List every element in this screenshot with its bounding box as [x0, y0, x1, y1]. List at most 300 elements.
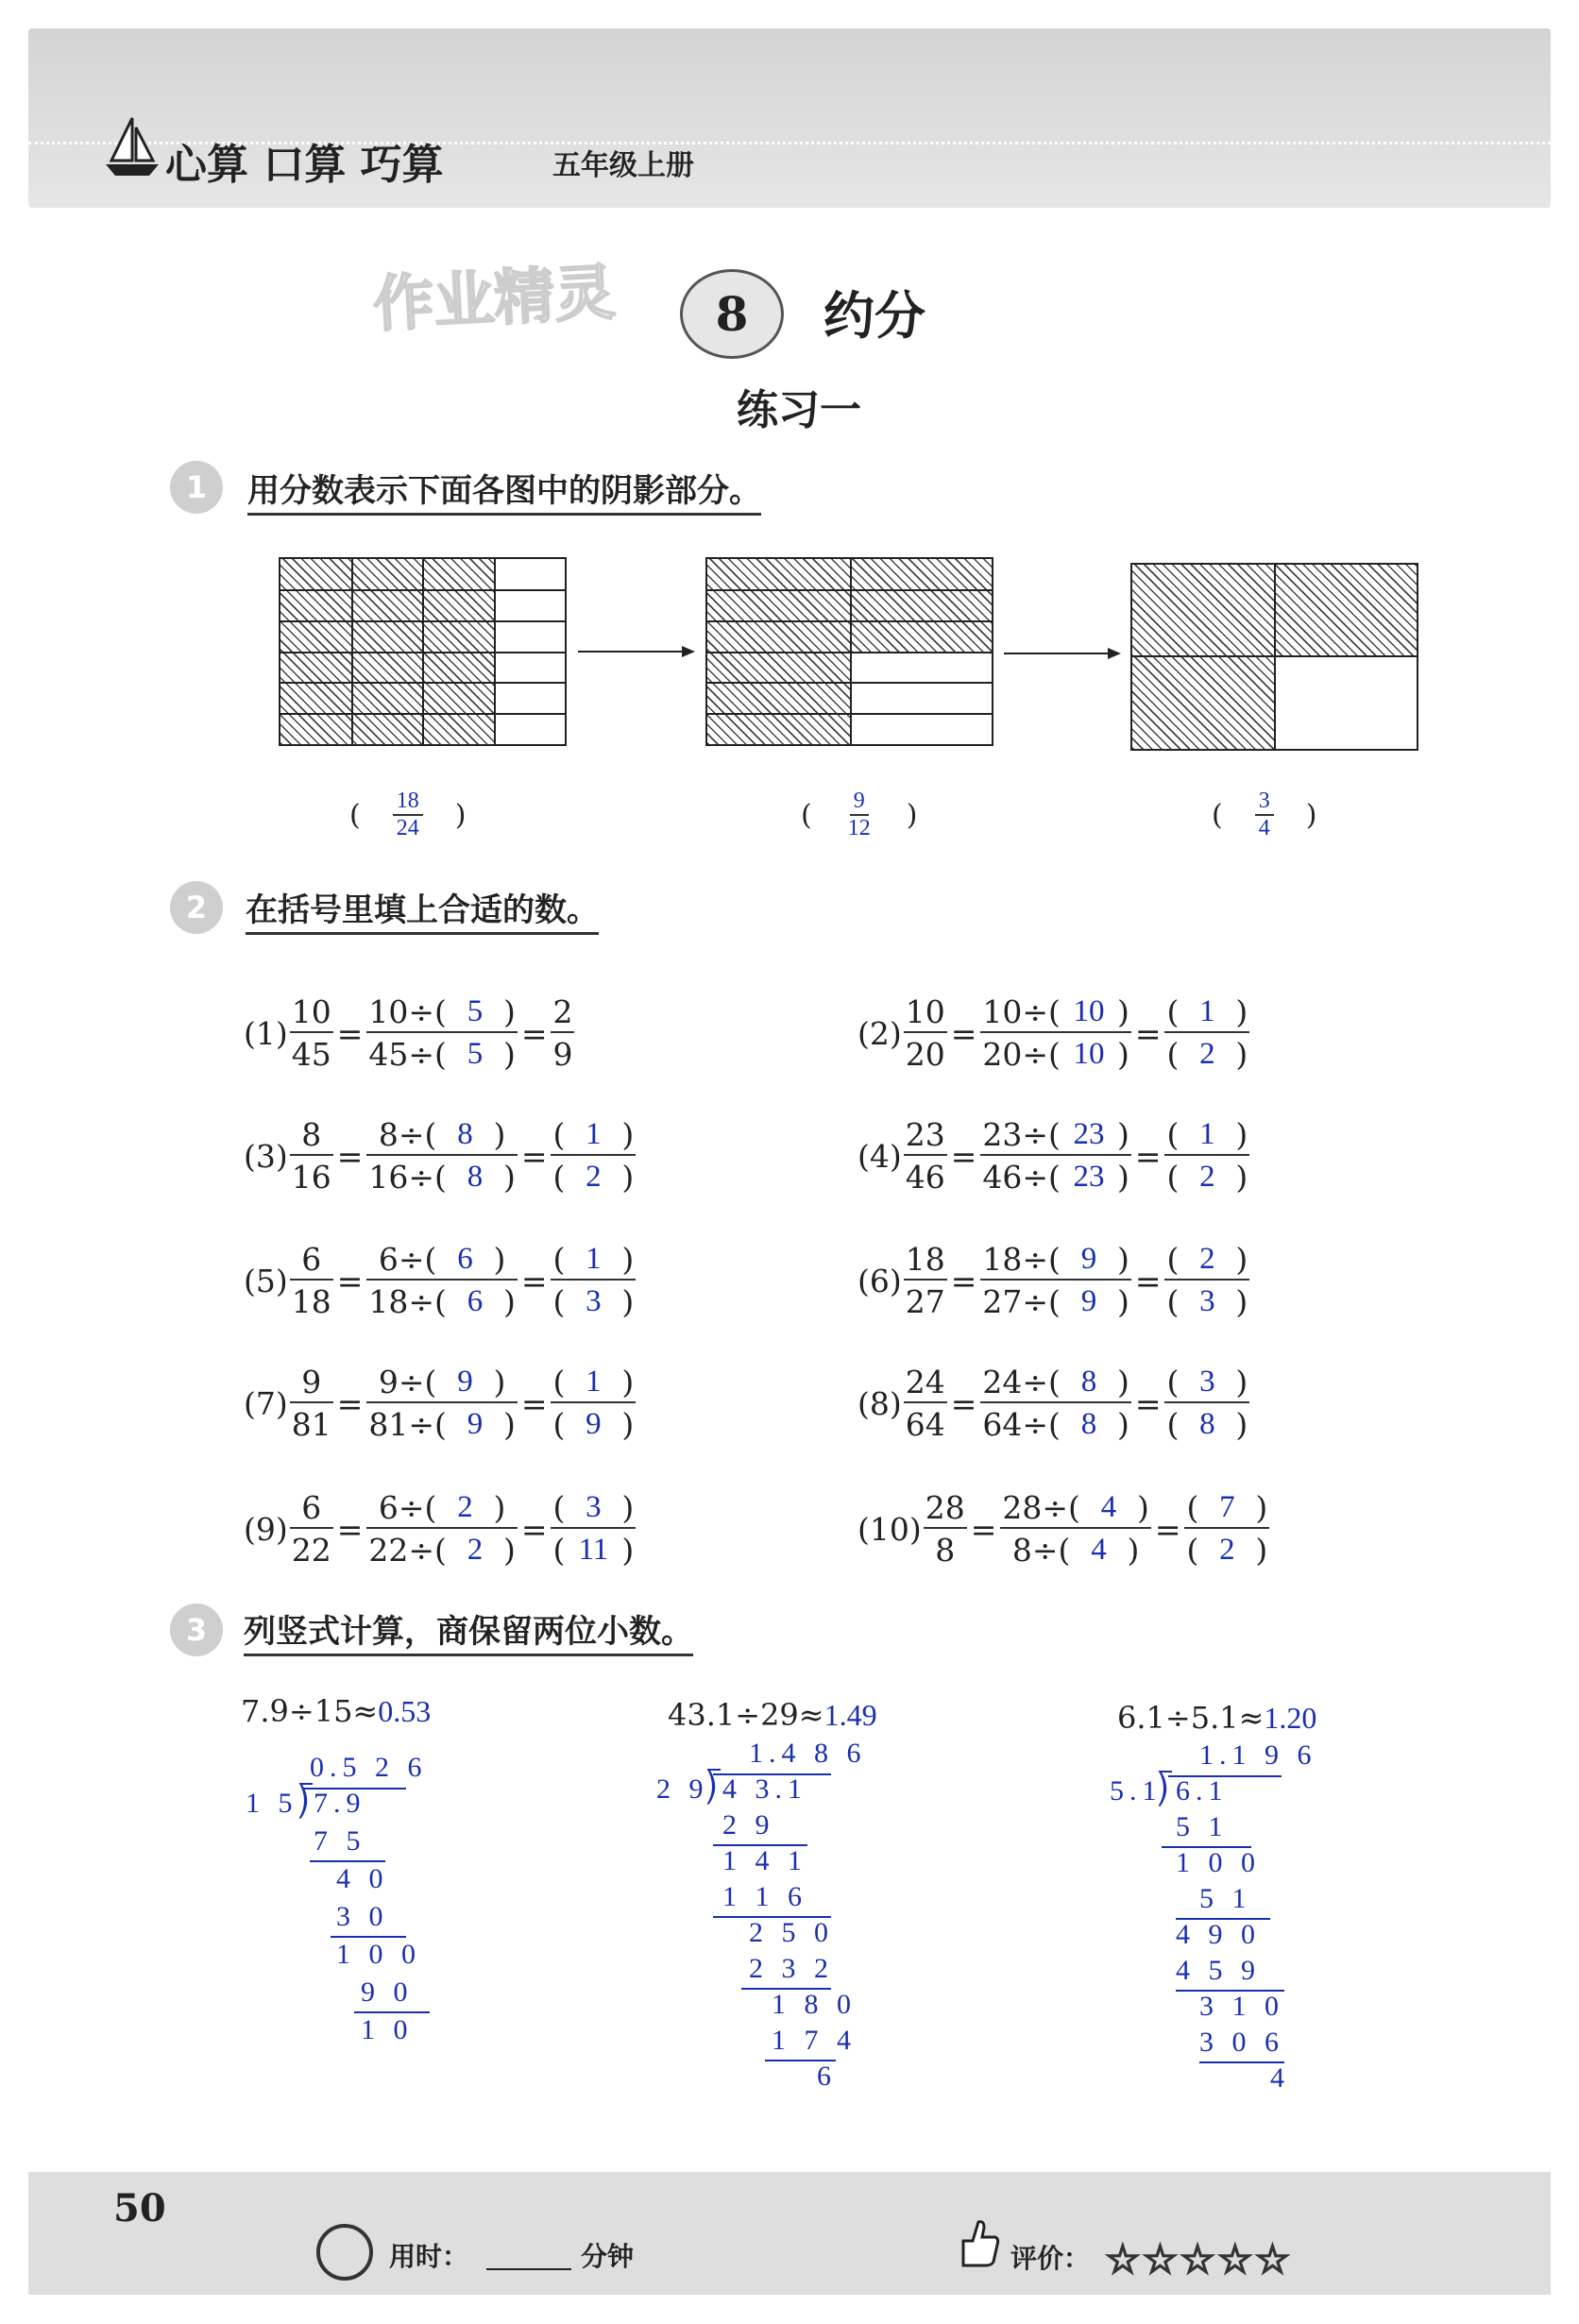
paren: ) [621, 1158, 635, 1196]
denominator: 18 [291, 1282, 331, 1320]
equals-sign: = [520, 1384, 548, 1422]
denominator-divide: 20÷( [982, 1035, 1061, 1073]
paren: ( [1186, 1488, 1199, 1526]
divisor-blank[interactable]: 8 [467, 1159, 484, 1194]
numerator: 10 [291, 992, 331, 1030]
item-index: (3) [244, 1137, 288, 1175]
numerator-divide: 9÷( [378, 1363, 437, 1400]
paren: ) [1235, 1405, 1248, 1443]
divisor-blank[interactable]: 9 [467, 1406, 484, 1441]
paren: ) [493, 1115, 506, 1153]
paren: ) [1305, 798, 1317, 832]
original-fraction [904, 1114, 947, 1197]
divisor-blank[interactable]: 5 [467, 1036, 484, 1071]
denominator: 16 [291, 1158, 331, 1196]
item-index: (8) [857, 1384, 902, 1422]
divisor-blank[interactable]: 9 [1080, 1241, 1097, 1276]
quotient: 0.5 2 6 [310, 1752, 428, 1783]
paren: ) [1255, 1488, 1268, 1526]
numerator: 28 [925, 1488, 965, 1526]
paren: ( [552, 1363, 566, 1400]
paren: ) [1127, 1531, 1140, 1569]
step: 4 5 9 [1176, 1955, 1261, 1986]
division-fraction [366, 992, 517, 1075]
lesson-number: 8 [715, 286, 749, 342]
denominator: 64 [905, 1405, 945, 1443]
paren: ) [502, 1405, 516, 1443]
paren: ) [1235, 1158, 1248, 1196]
denominator-divide: 27÷( [982, 1282, 1061, 1320]
numerator-divide: 6÷( [378, 1240, 437, 1278]
result-denominator: 9 [552, 1035, 573, 1073]
paren: ( [552, 1531, 566, 1569]
result-numerator[interactable]: 1 [586, 1364, 602, 1399]
paren: ( [552, 1282, 566, 1320]
result-fraction [551, 1239, 636, 1322]
divisor-blank[interactable]: 6 [457, 1241, 473, 1276]
equals-sign: = [1134, 1014, 1162, 1052]
result-fraction [551, 1114, 636, 1197]
step: 1 1 6 [722, 1881, 807, 1912]
paren: ) [1116, 1035, 1129, 1073]
paren: ) [454, 798, 467, 832]
result-fraction [1184, 1487, 1269, 1570]
expression: 43.1÷29≈ [668, 1697, 824, 1733]
divisor-blank[interactable]: 23 [1073, 1116, 1105, 1151]
watermark: 作业精灵 [371, 258, 618, 341]
paren: ( [1166, 1363, 1180, 1400]
fraction [393, 789, 423, 841]
numerator: 8 [301, 1115, 322, 1153]
denominator-divide: 81÷( [368, 1405, 447, 1443]
equals-sign: = [336, 1014, 364, 1052]
divisor-blank[interactable]: 23 [1073, 1159, 1105, 1194]
paren: ) [1116, 1405, 1129, 1443]
denominator: 12 [847, 816, 871, 840]
question-1-text: 用分数表示下面各图中的阴影部分。 [247, 465, 761, 516]
divisor-blank[interactable]: 8 [457, 1116, 473, 1151]
item-index: (6) [857, 1262, 902, 1299]
equals-sign: = [520, 1262, 548, 1299]
grid-3 [1130, 563, 1418, 751]
result-denominator[interactable]: 11 [578, 1532, 609, 1567]
denominator-divide: 46÷( [982, 1158, 1061, 1196]
numerator: 18 [905, 1240, 945, 1278]
paren: ) [1235, 992, 1248, 1030]
sailboat-icon [104, 113, 161, 179]
step: 1 7 4 [772, 2025, 857, 2056]
paren: ) [1116, 1282, 1129, 1320]
step: 4 0 [336, 1863, 389, 1894]
fraction [1255, 789, 1274, 841]
dividend: 6.1 [1176, 1775, 1229, 1807]
paren: ) [621, 1488, 635, 1526]
step-rule [310, 1860, 385, 1862]
equals-sign: = [336, 1510, 364, 1548]
item-index: (7) [244, 1384, 288, 1422]
numerator: 6 [301, 1488, 322, 1526]
paren: ) [1136, 1488, 1149, 1526]
step: 7 5 [314, 1825, 366, 1857]
equals-sign: = [1134, 1137, 1162, 1175]
original-fraction [290, 1114, 333, 1197]
divisor-blank[interactable]: 10 [1073, 993, 1105, 1028]
long-division-2 [656, 1738, 867, 2096]
step: 2 9 [722, 1809, 775, 1841]
numerator-divide: 18÷( [982, 1240, 1061, 1278]
numerator-divide: 24÷( [982, 1363, 1061, 1400]
result-denominator[interactable]: 3 [1199, 1283, 1215, 1318]
step: 4 [1270, 2062, 1290, 2094]
result-denominator[interactable]: 8 [1199, 1406, 1215, 1441]
original-fraction [290, 1487, 333, 1570]
division-fraction [366, 1114, 517, 1197]
result-denominator[interactable]: 2 [1199, 1159, 1215, 1194]
numerator: 6 [301, 1240, 322, 1278]
equals-sign: = [1134, 1384, 1162, 1422]
equals-sign: = [950, 1384, 977, 1422]
step: 1 0 0 [1176, 1847, 1261, 1878]
quotient: 1.4 8 6 [749, 1738, 867, 1769]
step: 3 1 0 [1199, 1991, 1284, 2022]
denominator: 81 [291, 1405, 331, 1443]
equals-sign: = [1134, 1262, 1162, 1299]
denominator-divide: 45÷( [368, 1035, 447, 1073]
dividend: 7.9 [314, 1788, 366, 1819]
equals-sign: = [950, 1137, 977, 1175]
divisor-blank[interactable]: 9 [457, 1364, 473, 1399]
divisor-blank[interactable]: 2 [467, 1532, 484, 1567]
result-numerator[interactable]: 7 [1219, 1489, 1235, 1524]
result-numerator: 2 [552, 992, 573, 1030]
page-number: 50 [113, 2186, 166, 2231]
divisor-blank[interactable]: 4 [1100, 1489, 1117, 1524]
grade-label: 五年级上册 [552, 149, 694, 182]
paren: ) [1116, 1158, 1129, 1196]
divisor-blank[interactable]: 8 [1080, 1406, 1097, 1441]
numerator: 24 [905, 1363, 945, 1400]
paren: ) [621, 1531, 635, 1569]
paren: ) [621, 1363, 635, 1400]
result-fraction [1164, 1239, 1249, 1322]
paren: ) [1235, 1035, 1248, 1073]
denominator: 8 [935, 1531, 956, 1569]
long-division-3 [1110, 1739, 1317, 2098]
arrow-icon [578, 642, 696, 661]
denominator-divide: 18÷( [368, 1282, 447, 1320]
fraction [844, 789, 874, 841]
numerator: 18 [393, 789, 423, 816]
paren: ( [1166, 1240, 1180, 1278]
result-numerator[interactable]: 2 [1199, 1241, 1215, 1276]
original-fraction [904, 1362, 947, 1445]
paren: ( [1166, 1035, 1180, 1073]
item-index: (2) [857, 1014, 902, 1052]
question-2-badge: 2 [170, 881, 223, 934]
result-numerator[interactable]: 1 [586, 1241, 602, 1276]
quotient-answer: 0.53 [378, 1694, 432, 1728]
divisor-blank[interactable]: 5 [467, 993, 484, 1028]
result-numerator[interactable]: 3 [586, 1489, 602, 1524]
item-index: (9) [244, 1510, 288, 1548]
item-index: (10) [857, 1510, 922, 1548]
step-rule [354, 2011, 430, 2013]
denominator: 4 [1258, 816, 1270, 840]
result-fraction [1164, 1362, 1249, 1445]
denominator-divide: 64÷( [982, 1405, 1061, 1443]
equals-sign: = [336, 1137, 364, 1175]
reduce-fraction-item [857, 1239, 1249, 1322]
reduce-fraction-item [244, 992, 574, 1075]
denominator: 46 [905, 1158, 945, 1196]
division-fraction [366, 1239, 517, 1322]
division-expression-1 [241, 1693, 431, 1729]
paren: ) [1235, 1363, 1248, 1400]
item-index: (5) [244, 1262, 288, 1299]
result-numerator[interactable]: 3 [1199, 1364, 1215, 1399]
paren: ) [621, 1282, 635, 1320]
result-denominator[interactable]: 2 [586, 1159, 602, 1194]
result-numerator[interactable]: 1 [1199, 993, 1215, 1028]
brand-title: 心算 口算 巧算 [165, 141, 444, 189]
reduce-fraction-item [857, 1487, 1269, 1570]
numerator-divide: 10÷( [368, 992, 447, 1030]
paren: ( [1166, 1405, 1180, 1443]
practice-title: 练习一 [737, 386, 861, 434]
result-denominator[interactable]: 3 [586, 1283, 602, 1318]
step: 3 0 6 [1199, 2027, 1284, 2058]
dividend: 4 3.1 [722, 1773, 807, 1805]
paren: ( [1166, 1282, 1180, 1320]
paren: ) [502, 1282, 516, 1320]
divisor: 5.1 [1110, 1775, 1163, 1807]
equals-sign: = [1154, 1510, 1181, 1548]
divisor-blank[interactable]: 6 [467, 1283, 484, 1318]
divisor: 1 5 [246, 1788, 298, 1819]
paren: ) [493, 1363, 506, 1400]
division-fraction [366, 1487, 517, 1570]
step-rule [331, 1936, 406, 1938]
paren: ) [1235, 1282, 1248, 1320]
paren: ( [552, 1488, 566, 1526]
thumbs-up-icon [954, 2214, 1001, 2271]
expression: 6.1÷5.1≈ [1117, 1700, 1265, 1736]
paren: ) [1255, 1531, 1268, 1569]
paren: ( [349, 798, 361, 832]
original-fraction [904, 992, 947, 1075]
question-2-text: 在括号里填上合适的数。 [246, 884, 599, 935]
division-fraction [980, 1362, 1130, 1445]
division-fraction [366, 1362, 517, 1445]
paren: ( [1166, 1115, 1180, 1153]
equals-sign: = [336, 1262, 364, 1299]
grid-1 [279, 557, 567, 746]
numerator: 23 [905, 1115, 945, 1153]
paren: ( [552, 1240, 566, 1278]
divisor-blank[interactable]: 10 [1073, 1036, 1105, 1071]
lesson-title: 约分 [823, 286, 925, 346]
denominator: 20 [905, 1035, 945, 1073]
paren: ) [1116, 1363, 1129, 1400]
paren: ( [552, 1115, 566, 1153]
result-fraction [551, 1362, 636, 1445]
quotient-answer: 1.20 [1264, 1701, 1317, 1735]
footer-bar [28, 2172, 1551, 2295]
equals-sign: = [950, 1014, 977, 1052]
step: 1 4 1 [722, 1845, 807, 1876]
quotient-answer: 1.49 [823, 1698, 877, 1732]
numerator-divide: 6÷( [378, 1488, 437, 1526]
denominator-divide: 16÷( [368, 1158, 447, 1196]
division-expression-2 [668, 1697, 877, 1733]
grid-2 [705, 557, 993, 746]
result-denominator[interactable]: 9 [586, 1406, 602, 1441]
original-fraction [904, 1239, 947, 1322]
step: 4 9 0 [1176, 1919, 1261, 1950]
step: 3 0 [336, 1901, 389, 1932]
numerator-divide: 23÷( [982, 1115, 1061, 1153]
original-fraction [290, 992, 333, 1075]
division-bracket: ⟌ [1157, 1771, 1173, 1813]
stopwatch-icon [316, 2224, 373, 2281]
paren: ) [906, 798, 918, 832]
denominator: 22 [291, 1531, 331, 1569]
paren: ( [1212, 798, 1223, 832]
paren: ( [801, 798, 812, 832]
divisor-blank[interactable]: 4 [1091, 1532, 1107, 1567]
step: 1 8 0 [772, 1989, 857, 2020]
time-unit: 分钟 [581, 2241, 635, 2272]
paren: ( [552, 1405, 566, 1443]
paren: ( [1166, 1158, 1180, 1196]
answer-3 [1212, 789, 1316, 841]
arrow-icon [1004, 644, 1122, 663]
result-fraction [1164, 992, 1249, 1075]
denominator-divide: 8÷( [1011, 1531, 1071, 1569]
division-expression-3 [1117, 1700, 1316, 1736]
step: 5 1 [1199, 1883, 1252, 1914]
numerator: 10 [905, 992, 945, 1030]
paren: ) [502, 1531, 516, 1569]
paren: ) [493, 1488, 506, 1526]
reduce-fraction-item [857, 992, 1249, 1075]
question-3-text: 列竖式计算，商保留两位小数。 [244, 1605, 693, 1656]
result-denominator[interactable]: 2 [1219, 1532, 1235, 1567]
step: 9 0 [361, 1976, 414, 2008]
division-bracket: ⟌ [297, 1783, 314, 1825]
division-fraction [980, 1239, 1130, 1322]
answer-1 [349, 789, 466, 841]
reduce-fraction-item [244, 1487, 636, 1570]
paren: ) [1116, 992, 1129, 1030]
paren: ) [1235, 1240, 1248, 1278]
equals-sign: = [950, 1262, 977, 1299]
reduce-fraction-item [244, 1114, 636, 1197]
rating-label: 评价： [1010, 2243, 1091, 2274]
paren: ) [1235, 1115, 1248, 1153]
numerator-divide: 8÷( [378, 1115, 437, 1153]
denominator-divide: 22÷( [368, 1531, 447, 1569]
division-fraction [980, 1114, 1130, 1197]
time-label: 用时： [389, 2241, 469, 2272]
equals-sign: = [520, 1014, 548, 1052]
item-index: (4) [857, 1137, 902, 1175]
item-index: (1) [244, 1014, 288, 1052]
paren: ( [552, 1158, 566, 1196]
lesson-number-badge [680, 269, 784, 359]
original-fraction [290, 1362, 333, 1445]
step: 6 [817, 2061, 837, 2092]
result-numerator[interactable]: 1 [1199, 1116, 1215, 1151]
paren: ) [621, 1240, 635, 1278]
numerator-divide: 10÷( [982, 992, 1061, 1030]
step: 1 0 [361, 2014, 414, 2045]
numerator: 3 [1255, 789, 1274, 816]
step: 1 0 0 [336, 1939, 421, 1970]
reduce-fraction-item [244, 1239, 636, 1322]
result-fraction [1164, 1114, 1249, 1197]
numerator: 9 [301, 1363, 322, 1400]
divisor-blank[interactable]: 9 [1080, 1283, 1097, 1318]
equals-sign: = [336, 1384, 364, 1422]
divisor: 2 9 [656, 1773, 709, 1805]
paren: ) [493, 1240, 506, 1278]
paren: ) [621, 1115, 635, 1153]
step: 2 5 0 [749, 1917, 834, 1948]
quotient: 1.1 9 6 [1199, 1739, 1317, 1771]
denominator: 27 [905, 1282, 945, 1320]
reduce-fraction-item [857, 1114, 1249, 1197]
equals-sign: = [520, 1510, 548, 1548]
paren: ) [502, 1035, 516, 1073]
paren: ) [1116, 1115, 1129, 1153]
denominator: 24 [396, 816, 419, 840]
result-fraction [551, 992, 574, 1075]
division-bracket: ⟌ [705, 1769, 722, 1811]
division-fraction [1000, 1487, 1150, 1570]
equals-sign: = [520, 1137, 548, 1175]
paren: ) [1116, 1240, 1129, 1278]
denominator: 45 [291, 1035, 331, 1073]
paren: ( [1166, 992, 1180, 1030]
expression: 7.9÷15≈ [241, 1693, 379, 1729]
equals-sign: = [970, 1510, 997, 1548]
result-denominator[interactable]: 2 [1199, 1036, 1215, 1071]
time-blank[interactable] [486, 2268, 571, 2270]
reduce-fraction-item [244, 1362, 636, 1445]
divisor-blank[interactable]: 8 [1080, 1364, 1097, 1399]
numerator: 9 [850, 789, 869, 816]
step: 5 1 [1176, 1811, 1229, 1842]
original-fraction [924, 1487, 967, 1570]
long-division-1 [246, 1752, 453, 2063]
division-fraction [980, 992, 1130, 1075]
step: 2 3 2 [749, 1953, 834, 1984]
paren: ) [502, 992, 516, 1030]
paren: ) [502, 1158, 516, 1196]
reduce-fraction-item [857, 1362, 1249, 1445]
question-1-badge: 1 [170, 461, 223, 514]
question-3-badge: 3 [170, 1603, 223, 1656]
result-fraction [551, 1487, 636, 1570]
result-numerator[interactable]: 1 [586, 1116, 602, 1151]
original-fraction [290, 1239, 333, 1322]
answer-2 [801, 789, 917, 841]
numerator-divide: 28÷( [1002, 1488, 1080, 1526]
paren: ) [621, 1405, 635, 1443]
rating-stars[interactable]: ☆☆☆☆☆ [1105, 2236, 1293, 2282]
divisor-blank[interactable]: 2 [457, 1489, 473, 1524]
